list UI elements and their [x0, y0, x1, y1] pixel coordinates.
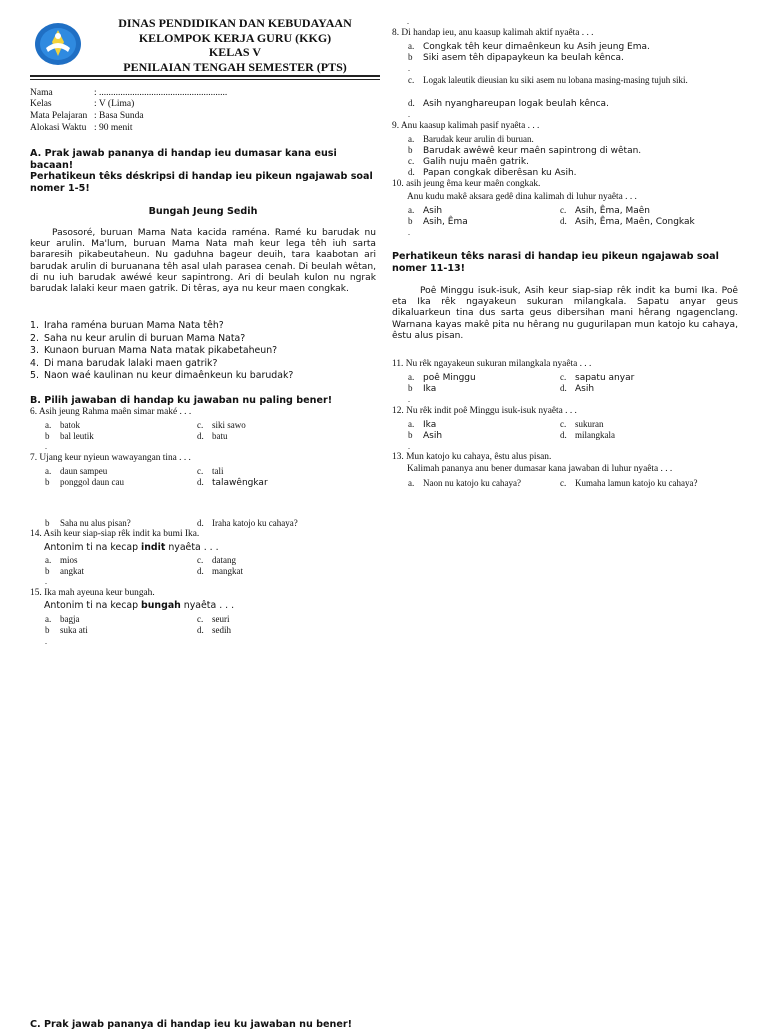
- essay-question-5: 5. Naon waé kaulinan nu keur dimaênkeun ku barudak?: [30, 370, 294, 382]
- q7-option-d: d. talawêngkar: [197, 477, 268, 488]
- spacer-dot: .: [408, 395, 410, 404]
- q6-option-a: a. batok: [45, 420, 80, 430]
- q6-option-c: c. siki sawo: [197, 420, 246, 430]
- q15-option-d: d. sedih: [197, 625, 231, 635]
- question-6: 6. Asih jeung Rahma maên simar maké . . .: [30, 407, 192, 417]
- spacer-dot: .: [408, 228, 410, 237]
- essay-question-3: 3. Kunaon buruan Mama Nata matak pikabetaheun?: [30, 345, 278, 357]
- q8-option-b: b Siki asem têh dipapaykeun ka beulah kênca.: [408, 52, 624, 63]
- passage-title: Bungah Jeung Sedih: [148, 206, 258, 217]
- question-9: 9. Anu kaasup kalimah pasif nyaêta . . .: [392, 121, 540, 131]
- tut-wuri-handayani-logo: [34, 22, 82, 66]
- question-13: 13. Mun katojo ku cahaya, êstu alus pisan.: [392, 452, 552, 462]
- question-15: 15. Ika mah ayeuna keur bungah.: [30, 588, 155, 598]
- header-group: KELOMPOK KERJA GURU (KKG): [138, 30, 332, 45]
- q8-option-c: c. Logak laleutik dieusian ku siki asem nu lobana masing-masing tujuh siki.: [408, 75, 688, 85]
- question-10: 10. asih jeung êma keur maên congkak.: [392, 179, 541, 189]
- spacer-dot: .: [408, 64, 410, 73]
- header-rule-thin: [30, 79, 380, 80]
- question-11: 11. Nu rêk ngayakeun sukuran milangkala nyaêta . . .: [392, 359, 592, 369]
- header-exam: PENILAIAN TENGAH SEMESTER (PTS): [123, 59, 347, 74]
- q13-option-a: a. Naon nu katojo ku cahaya?: [408, 478, 521, 488]
- q15-option-b: b suka ati: [45, 625, 88, 635]
- q13-option-b: b Saha nu alus pisan?: [45, 518, 131, 528]
- spacer-dot: .: [45, 577, 47, 586]
- q13-option-d: d. Iraha katojo ku cahaya?: [197, 518, 298, 528]
- q9-option-b: b Barudak awêwê keur maên sapintrong di wêtan.: [408, 145, 642, 156]
- spacer-dot: .: [45, 637, 47, 646]
- q7-option-a: a. daun sampeu: [45, 466, 108, 476]
- essay-question-2: 2. Saha nu keur arulin di buruan Mama Nata?: [30, 332, 246, 344]
- question-7: 7. Ujang keur nyieun wawayangan tina . . .: [30, 453, 191, 463]
- q12-option-b: b Asih: [408, 430, 443, 441]
- identity-subject-row: Mata Pelajaran : Basa Sunda: [30, 111, 144, 121]
- q11-option-d: d. Asih: [560, 383, 595, 394]
- question-8: 8. Di handap ieu, anu kaasup kalimah aktif nyaêta . . .: [392, 28, 594, 38]
- q10-option-a: a. Asih: [408, 205, 443, 216]
- question-10-sub: Anu kudu makê aksara gedê dina kalimah di luhur nyaêta . . .: [407, 192, 637, 202]
- question-12: 12. Nu rêk indit poê Minggu isuk-isuk nyaêta . . .: [392, 406, 577, 416]
- q7-option-b: b ponggol daun cau: [45, 477, 124, 487]
- q10-option-d: d. Asih, Êma, Maên, Congkak: [560, 216, 695, 227]
- q9-option-a: a. Barudak keur arulin di buruan.: [408, 134, 534, 144]
- q14-option-b: b angkat: [45, 566, 84, 576]
- essay-question-list: [30, 320, 376, 381]
- q11-option-b: b Ika: [408, 383, 437, 394]
- section-a-instruction: A. Prak jawab pananya di handap ieu dumasar kana eusi bacaan!: [30, 148, 337, 171]
- spacer-dot: .: [45, 442, 47, 451]
- q15-option-c: c. seuri: [197, 614, 230, 624]
- header-rule-thick: [30, 75, 380, 77]
- question-14-sub: Antonim ti na kecap indit nyaêta . . .: [44, 542, 219, 553]
- q9-option-d: d. Papan congkak diberêsan ku Asih.: [408, 167, 577, 178]
- spacer-dot: .: [407, 17, 409, 26]
- essay-question-4: 4. Di mana barudak lalaki maen gatrik?: [30, 357, 218, 369]
- identity-class-row: Kelas : V (Lima): [30, 99, 135, 109]
- q14-option-d: d. mangkat: [197, 566, 243, 576]
- passage-text: Pasosoré, buruan Mama Nata kacida raména. Ramé ku barudak nu keur arulin. Ma'lum, buruan Mama Nata mah keur lega têh iuh sarta bararesih pikabeutaheun. Nu gaduhna bageur deuih, tara kaabotan ari barudak arulin di buruanana têh asal ulah parasea cenah. Di beulah wêtan, di nu iuh barudak awéwé keur sapintrong. Ari di beulah kulon nu ngrak barudak lalaki keur maen gatrik. Di têras, aya nu keur maen congkak.: [30, 228, 376, 295]
- q12-option-c: c. sukuran: [560, 419, 604, 429]
- q9-option-c: c. Galih nuju maên gatrik.: [408, 156, 529, 167]
- section-a-subinstruction: Perhatikeun têks déskripsi di handap ieu pikeun ngajawab soal nomer 1-5!: [30, 171, 373, 194]
- document-header: [100, 16, 370, 74]
- identity-name-row: Nama : ......................................................: [30, 88, 228, 98]
- q8-option-a: a. Congkak têh keur dimaênkeun ku Asih jeung Ema.: [408, 41, 650, 52]
- q12-option-a: a. Ika: [408, 419, 437, 430]
- q6-option-d: d. batu: [197, 431, 228, 441]
- header-class: KELAS V: [208, 45, 262, 59]
- section-b-instruction: B. Pilih jawaban di handap ku jawaban nu paling bener!: [30, 395, 333, 406]
- q10-option-b: b Asih, Êma: [408, 216, 468, 227]
- q11-option-a: a. poê Minggu: [408, 372, 476, 383]
- q11-option-c: c. sapatu anyar: [560, 372, 635, 383]
- question-15-sub: Antonim ti na kecap bungah nyaêta . . .: [44, 600, 235, 611]
- q7-option-c: c. tali: [197, 466, 224, 476]
- q13-option-c: c. Kumaha lamun katojo ku cahaya?: [560, 478, 698, 488]
- q15-option-a: a. bagja: [45, 614, 80, 624]
- question-13-sub: Kalimah pananya anu bener dumasar kana jawaban di luhur nyaêta . . .: [407, 464, 673, 474]
- narrative-text: Poê Minggu isuk-isuk, Asih keur siap-siap rêk indit ka bumi Ika. Poê eta Ika rêk ngayakeun sukuran milangkala. Sapatu anyar geus dikaluarkeun tina dus sarta geus dibersihan mani hêrang ngagenclang. Warnana kayas makê pita nu hêrang nu gugurilapan mun katojo ku cahaya, êstu alus pisan.: [392, 286, 738, 341]
- section-c-instruction-partial: C. Prak jawab pananya di handap ieu ku jawaban nu bener!: [30, 1019, 352, 1030]
- narrative-instruction: Perhatikeun têks narasi di handap ieu pikeun ngajawab soal nomer 11-13!: [392, 251, 719, 274]
- q8-option-d: d. Asih nyanghareupan logak beulah kênca.: [408, 98, 609, 109]
- q10-option-c: c. Asih, Êma, Maên: [560, 205, 650, 216]
- q14-option-c: c. datang: [197, 555, 236, 565]
- essay-question-1: 1. Iraha raména buruan Mama Nata têh?: [30, 320, 224, 331]
- q14-option-a: a. mios: [45, 555, 78, 565]
- q6-option-b: b bal leutik: [45, 431, 94, 441]
- spacer-dot: .: [408, 110, 410, 119]
- question-14: 14. Asih keur siap-siap rêk indit ka bumi Ika.: [30, 529, 200, 539]
- header-agency: DINAS PENDIDIKAN DAN KEBUDAYAAN: [118, 16, 352, 30]
- spacer-dot: .: [408, 442, 410, 451]
- q12-option-d: d. milangkala: [560, 430, 615, 440]
- identity-time-row: Alokasi Waktu : 90 menit: [30, 123, 133, 133]
